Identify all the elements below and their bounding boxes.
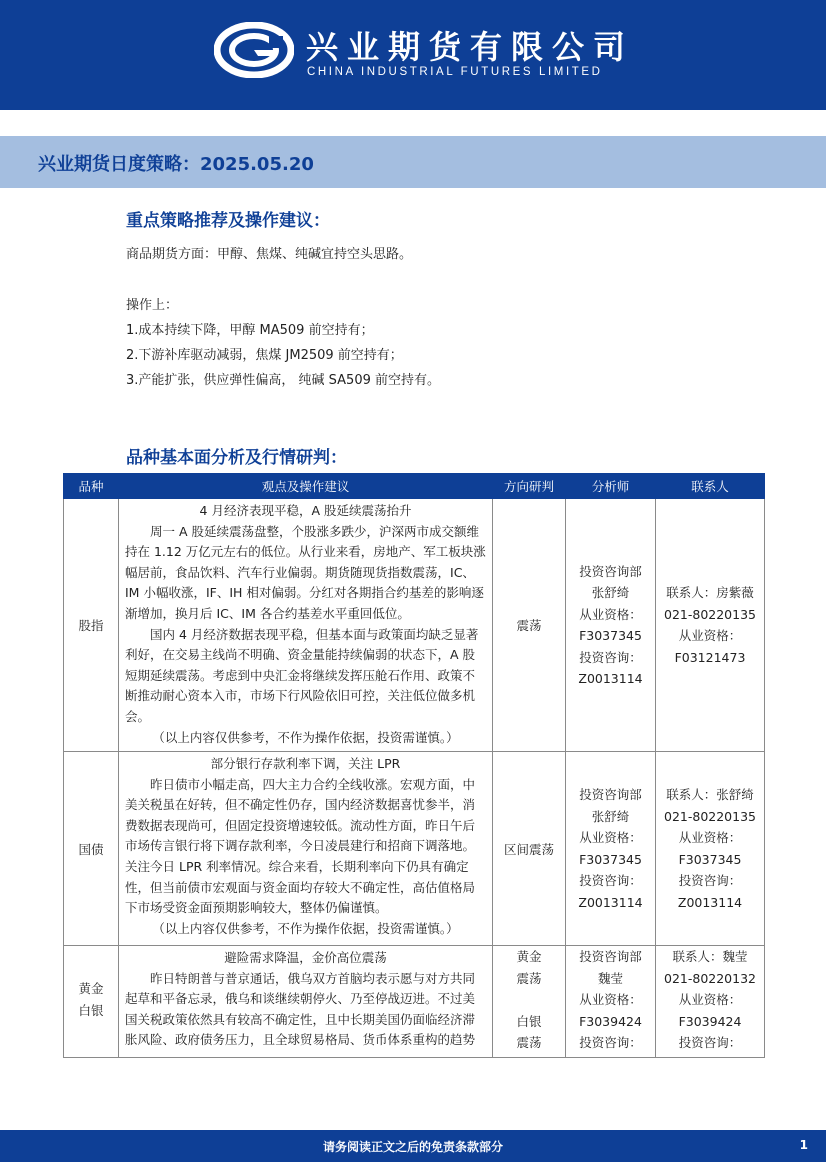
contact-line: 从业资格： <box>678 830 742 845</box>
view-cell <box>119 752 493 946</box>
direction-line: 震荡 <box>516 1035 542 1050</box>
analyst-cell <box>566 752 656 946</box>
table-header-row <box>64 474 765 499</box>
analysis-table <box>63 473 765 1058</box>
contact-line: 投资咨询： <box>678 1035 742 1050</box>
header-variety: 品种 <box>64 474 119 499</box>
operations-label: 操作上： <box>126 298 179 313</box>
analyst-line: F3037345 <box>579 851 642 867</box>
analyst-line: 投资咨询： <box>579 873 642 888</box>
contact-line: F3039424 <box>678 1013 742 1029</box>
header-analyst: 分析师 <box>566 474 656 499</box>
contact-line: 021-80220135 <box>664 606 756 622</box>
analyst-line: F3039424 <box>579 1013 642 1029</box>
document-title: 兴业期货日度策略：2025.05.20 <box>38 154 314 175</box>
analyst-line: 投资咨询： <box>579 649 642 665</box>
header-contact: 联系人 <box>656 474 765 499</box>
analyst-line: 从业资格： <box>579 830 642 845</box>
contact-line: F3037345 <box>678 851 742 867</box>
analyst-line: 张舒绮 <box>591 808 630 824</box>
view-disclaimer: （以上内容仅供参考，不作为操作依据，投资需谨慎。） <box>152 920 459 936</box>
view-title: 避险需求降温，金价高位震荡 <box>224 950 387 965</box>
contact-line: 联系人：张舒绮 <box>666 787 754 802</box>
contact-line: 从业资格： <box>678 992 742 1007</box>
strategy-summary: 商品期货方面：甲醇、焦煤、纯碱宜持空头思路。 <box>126 247 413 262</box>
direction-cell: 区间震荡 <box>493 752 566 946</box>
variety-line: 黄金 <box>78 981 104 996</box>
view-paragraph: 昨日特朗普与普京通话，俄乌双方首脑均表示愿与对方共同起草和平备忘录，俄乌和谈继续朝停火、乃至停战迈进。不过美国关税政策依然具有较高不确定性，且中长期美国仍面临经济滞胀风险、政府债务压力，且全球贸易格局、货币体系重构的趋势 <box>125 970 476 1048</box>
header-banner <box>0 0 826 110</box>
table-row <box>64 499 765 752</box>
analyst-cell <box>566 946 656 1058</box>
contact-line: 021-80220132 <box>664 970 756 986</box>
contact-line: 联系人：房紫薇 <box>666 585 754 600</box>
contact-cell <box>656 499 765 752</box>
operation-item-1: 1.成本持续下降，甲醇 MA509 前空持有； <box>126 323 374 338</box>
analyst-line: 投资咨询部 <box>579 787 642 802</box>
variety-cell: 股指 <box>64 499 119 752</box>
table-row <box>64 752 765 946</box>
view-title: 4 月经济表现平稳，A 股延续震荡抬升 <box>199 503 412 518</box>
view-cell <box>119 499 493 752</box>
header-direction: 方向研判 <box>493 474 566 499</box>
contact-line: Z0013114 <box>677 894 743 910</box>
contact-line: 联系人：魏莹 <box>672 949 748 964</box>
analyst-line: 从业资格： <box>579 992 642 1007</box>
direction-line: 震荡 <box>516 970 542 986</box>
direction-cell <box>493 946 566 1058</box>
company-logo-icon <box>214 22 294 78</box>
view-paragraph: 周一 A 股延续震荡盘整，个股涨多跌少，沪深两市成交额维持在 1.12 万亿元左右的低位。从行业来看，房地产、军工板块涨幅居前，食品饮料、汽车行业偏弱。期货随现货指数震荡，IC、IM 小幅收涨，IF、IH 相对偏弱。分红对各期指合约基差的影响逐渐增加，换月后 IC、IM 各合约基差水平重回低位。 <box>125 523 486 621</box>
company-name-cn: 兴业期货有限公司 <box>306 28 635 66</box>
contact-line: 投资咨询： <box>678 873 742 888</box>
view-paragraph: 国内 4 月经济数据表现平稳，但基本面与政策面均缺乏显著利好，在交易主线尚不明确、资金量能持续偏弱的状态下，A 股短期延续震荡。考虑到中央汇金将继续发挥压舱石作用、政策不断推动耐心资本入市，市场下行风险依旧可控，关注低位做多机会。 <box>125 626 479 724</box>
variety-cell <box>64 946 119 1058</box>
view-paragraph: 昨日债市小幅走高，四大主力合约全线收涨。宏观方面，中美关税虽在好转，但不确定性仍存，国内经济数据喜忧参半，消费数据表现尚可，但固定投资增速较低。流动性方面，昨日午后市场传言银行将下调存款利率，今日凌晨建行和招商下调落地。关注今日 LPR 利率情况。综合来看，长期利率向下仍具有确定性，但当前债市宏观面与资金面均存较大不确定性，高估值格局下市场受资金面预期影响较大，整体仍偏谨慎。 <box>125 776 476 916</box>
analyst-line: 投资咨询部 <box>579 949 642 964</box>
direction-line <box>496 989 562 1011</box>
section-title-strategy: 重点策略推荐及操作建议： <box>126 211 330 231</box>
view-cell <box>119 946 493 1058</box>
analyst-line: 投资咨询部 <box>579 563 642 579</box>
contact-cell <box>656 946 765 1058</box>
company-name-en: CHINA INDUSTRIAL FUTURES LIMITED <box>307 66 603 78</box>
analyst-line: F3037345 <box>579 628 642 643</box>
analyst-cell <box>566 499 656 752</box>
operation-item-2: 2.下游补库驱动减弱，焦煤 JM2509 前空持有； <box>126 348 403 363</box>
analyst-line: 投资咨询： <box>579 1035 642 1050</box>
view-disclaimer: （以上内容仅供参考，不作为操作依据，投资需谨慎。） <box>152 729 459 745</box>
direction-cell: 震荡 <box>493 499 566 752</box>
analyst-line: Z0013114 <box>578 671 643 686</box>
table-row <box>64 946 765 1058</box>
analyst-line: 从业资格： <box>579 606 642 622</box>
analyst-line: 魏莹 <box>597 970 623 986</box>
disclaimer-notice: 请务阅读正文之后的免责条款部分 <box>322 1140 503 1154</box>
operation-item-3: 3.产能扩张，供应弹性偏高， 纯碱 SA509 前空持有。 <box>126 373 440 388</box>
contact-line: F03121473 <box>674 649 746 665</box>
title-band <box>0 136 826 188</box>
analyst-line: Z0013114 <box>578 894 643 910</box>
variety-cell: 国债 <box>64 752 119 946</box>
direction-line: 白银 <box>516 1013 542 1029</box>
analyst-line: 张舒绮 <box>591 585 630 600</box>
header-view: 观点及操作建议 <box>119 474 493 499</box>
footer-bar <box>0 1130 826 1162</box>
view-title: 部分银行存款利率下调，关注 LPR <box>210 756 401 771</box>
contact-line: 从业资格： <box>678 628 742 643</box>
page-number: 1 <box>799 1138 808 1152</box>
variety-line: 白银 <box>78 1002 104 1018</box>
section-title-analysis: 品种基本面分析及行情研判： <box>126 448 347 468</box>
contact-line: 021-80220135 <box>664 808 756 824</box>
contact-cell <box>656 752 765 946</box>
direction-line: 黄金 <box>516 949 542 964</box>
